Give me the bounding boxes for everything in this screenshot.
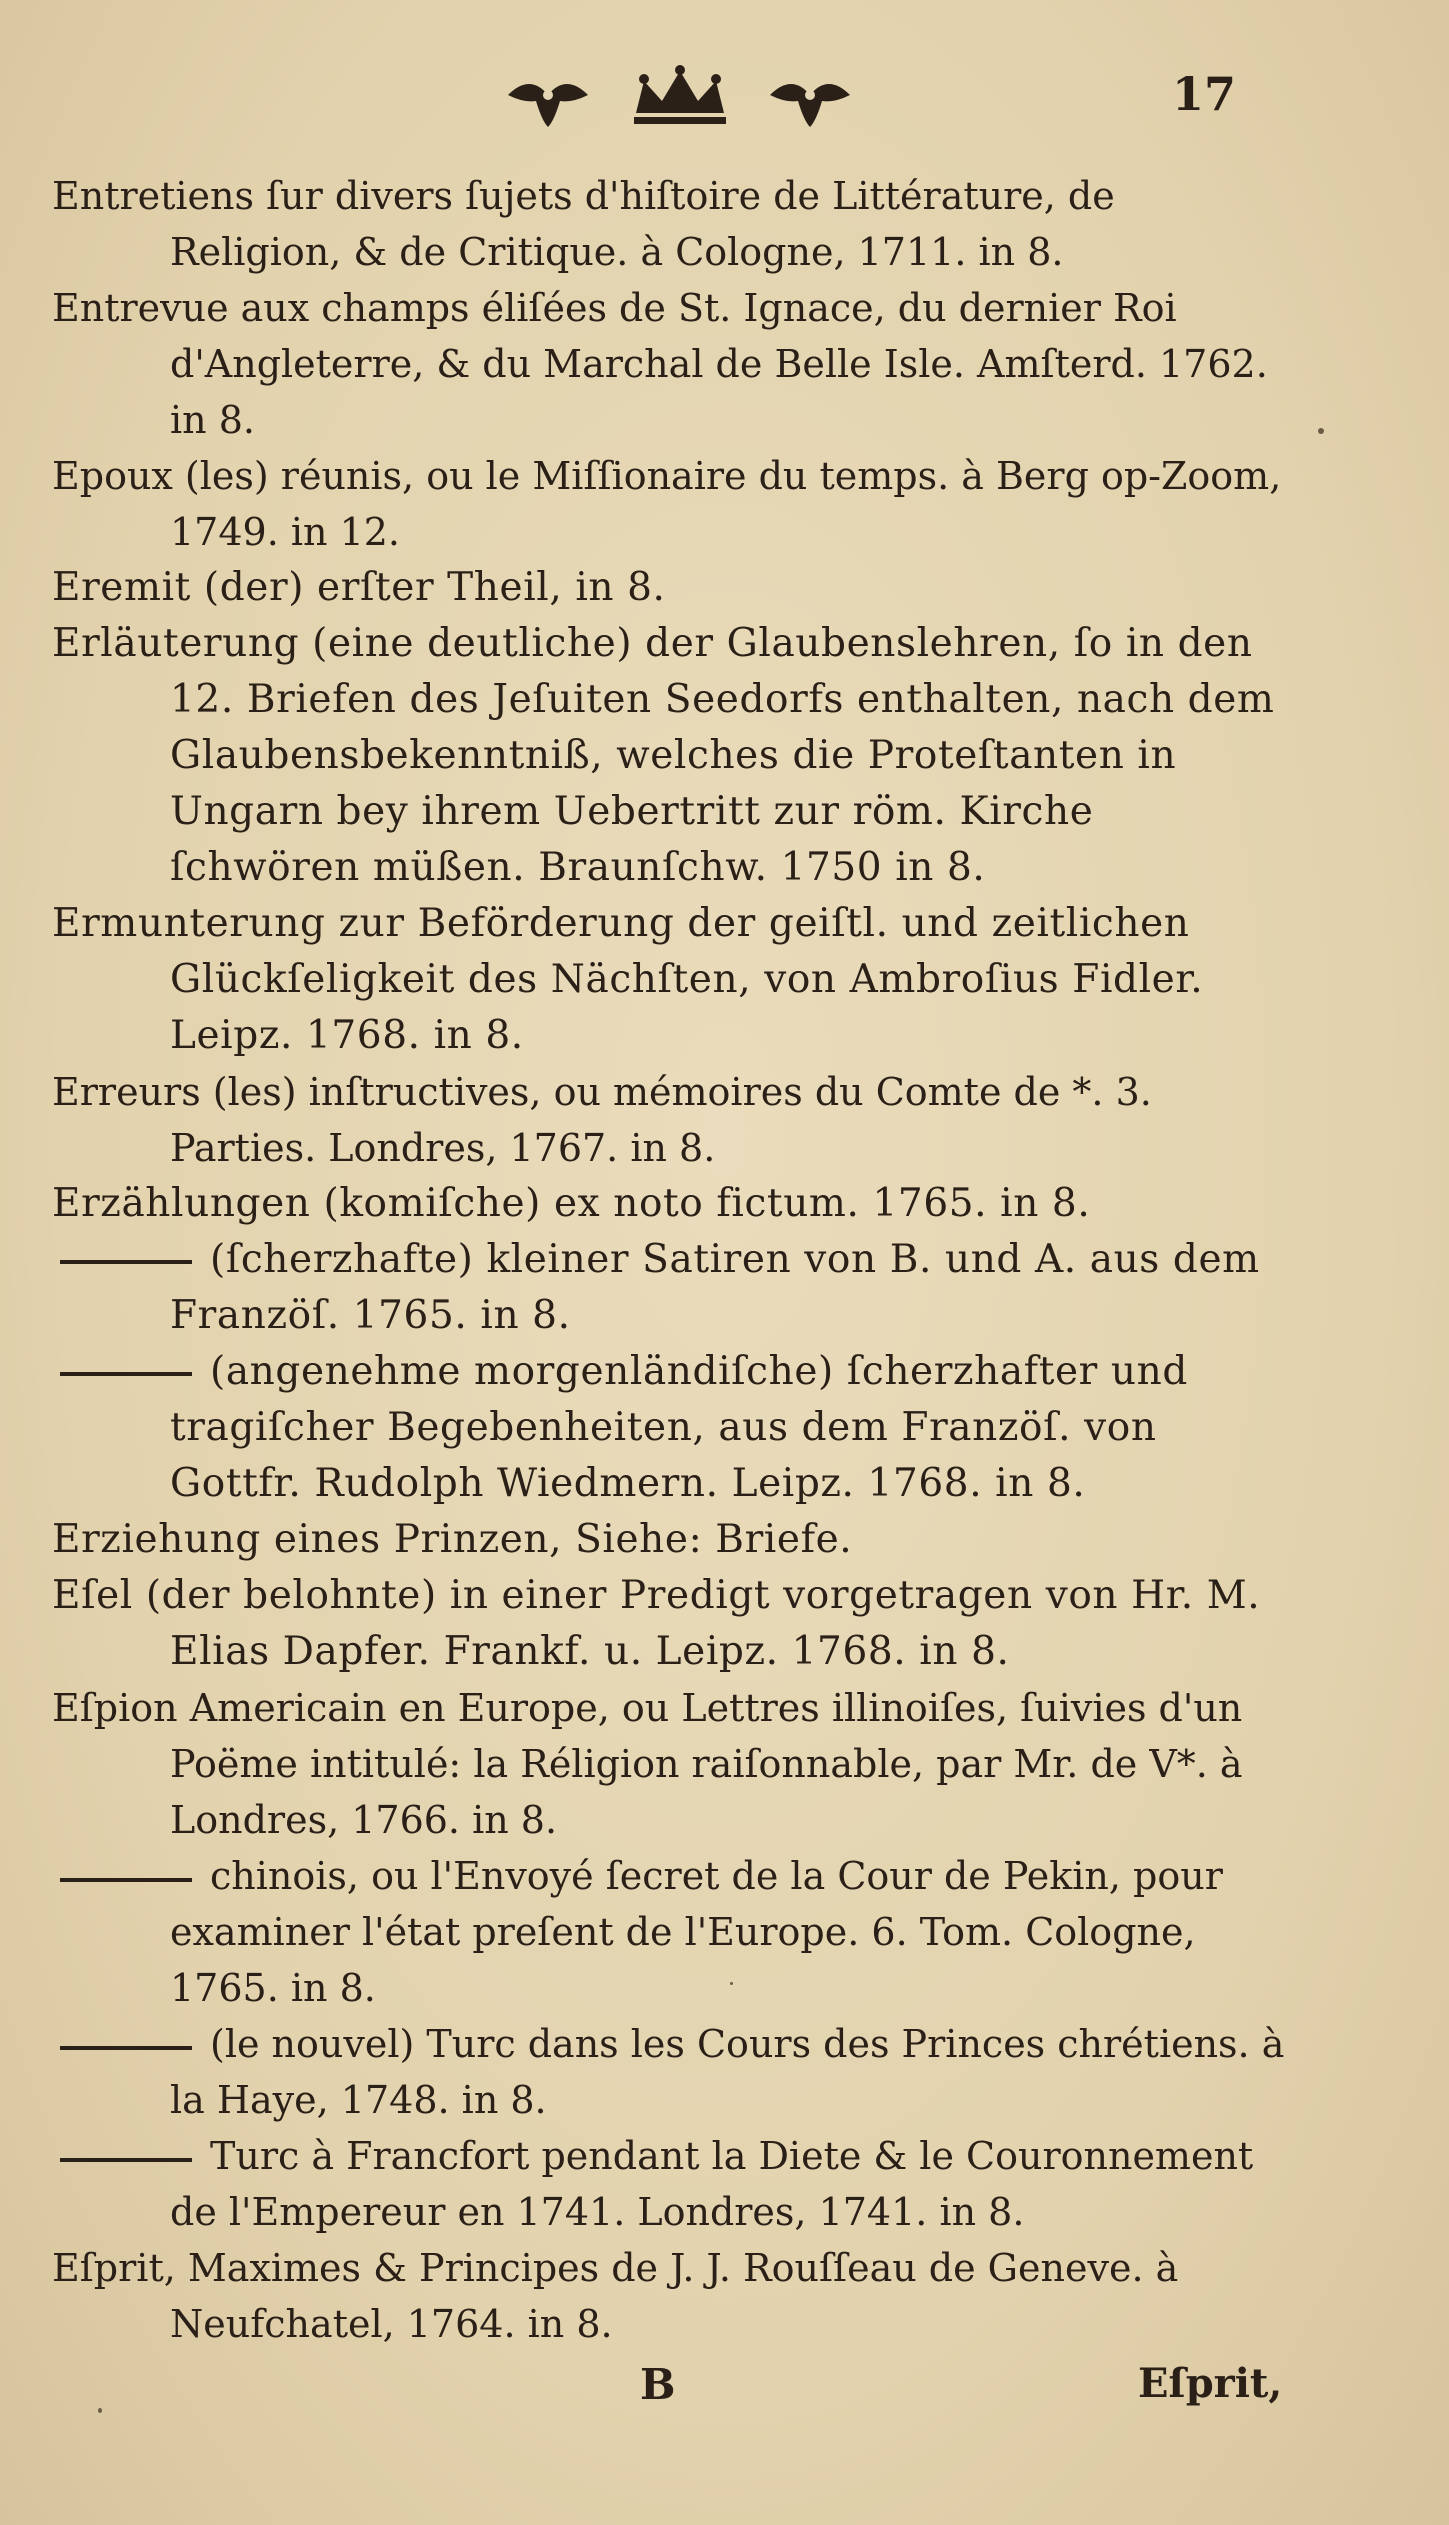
catalog-entry [52, 1512, 1292, 1568]
catalog-entry [52, 616, 1292, 896]
page-header [0, 45, 1449, 135]
entry-text: Epoux (les) réunis, ou le Miſſionaire du temps. à Berg op-Zoom, 1749. in 12. [52, 454, 1282, 554]
catalog-entry [52, 1568, 1292, 1680]
entry-text: Eremit (der) erſter Theil, in 8. [52, 565, 666, 610]
ornament-row [500, 65, 860, 135]
catalog-entry [52, 280, 1292, 448]
entry-text: (angenehme morgenländiſche) ſcherzhafter und tragiſcher Begebenheiten, aus dem Franzöſ. von Gottfr. Rudolph Wiedmern. Leipz. 1768. in 8. [170, 1349, 1188, 1506]
paper-speck [98, 2408, 102, 2413]
paper-speck [730, 1982, 733, 1985]
entry-text: Eſpion Americain en Europe, ou Lettres illinoiſes, ſuivies d'un Poëme intitulé: la Réligion raiſonnable, par Mr. de V*. à Londres, 1766. in 8. [52, 1686, 1243, 1842]
ditto-dash [60, 2158, 192, 2162]
entry-text: Entretiens ſur divers ſujets d'hiſtoire de Littérature, de Religion, & de Critique. à Cologne, 1711. in 8. [52, 174, 1115, 274]
entry-text: Eſel (der belohnte) in einer Predigt vorgetragen von Hr. M. Elias Dapfer. Frankf. u. Leipz. 1768. in 8. [52, 1573, 1261, 1674]
catalog-entry [52, 168, 1292, 280]
entry-text: Entrevue aux champs éliſées de St. Ignace, du dernier Roi d'Angleterre, & du Marchal de Belle Isle. Amſterd. 1762. in 8. [52, 286, 1268, 442]
signature-mark: B [640, 2360, 676, 2409]
entry-text: (le nouvel) Turc dans les Cours des Princes chrétiens. à la Haye, 1748. in 8. [170, 2022, 1285, 2122]
page-number: 17 [1171, 67, 1236, 121]
entry-text: Erreurs (les) inſtructives, ou mémoires du Comte de *. 3. Parties. Londres, 1767. in 8. [52, 1070, 1152, 1170]
ditto-dash [60, 2046, 192, 2050]
ditto-dash [60, 1260, 192, 1264]
entry-text: Erziehung eines Prinzen, Siehe: Briefe. [52, 1517, 853, 1562]
ditto-dash [60, 1878, 192, 1882]
entry-text: (ſcherzhafte) kleiner Satiren von B. und A. aus dem Franzöſ. 1765. in 8. [170, 1237, 1260, 1338]
catalog-entry [52, 896, 1292, 1064]
fleuron-icon [508, 84, 588, 127]
paper-speck [1318, 428, 1324, 434]
catalog-entry [52, 560, 1292, 616]
ditto-dash [60, 1372, 192, 1376]
crown-icon [634, 65, 726, 124]
entry-text: chinois, ou l'Envoyé ſecret de la Cour de Pekin, pour examiner l'état preſent de l'Europe. 6. Tom. Cologne, 1765. in 8. [170, 1854, 1223, 2010]
page-footer [0, 2360, 1449, 2440]
catalog-entry [52, 1176, 1292, 1232]
catalog-entry [52, 2128, 1292, 2240]
entry-text: Erzählungen (komiſche) ex noto fictum. 1765. in 8. [52, 1181, 1091, 1226]
catalog-entry [52, 2240, 1292, 2352]
entry-text: Turc à Francfort pendant la Diete & le Couronnement de l'Empereur en 1741. Londres, 1741. in 8. [170, 2134, 1254, 2234]
catalog-entry [52, 448, 1292, 560]
fleuron-icon [770, 84, 850, 127]
catalog-entry [52, 1064, 1292, 1176]
catalog-entries [52, 168, 1292, 2352]
catalog-entry [52, 2016, 1292, 2128]
catalog-entry [52, 1344, 1292, 1512]
catalog-entry [52, 1232, 1292, 1344]
entry-text: Erläuterung (eine deutliche) der Glaubenslehren, ſo in den 12. Briefen des Jeſuiten Seedorfs enthalten, nach dem Glaubensbekenntniß, welches die Proteſtanten in Ungarn bey ihrem Uebertritt zur röm. Kirche ſchwören müßen. Braunſchw. 1750 in 8. [52, 621, 1275, 890]
entry-text: Ermunterung zur Beförderung der geiſtl. und zeitlichen Glückſeligkeit des Nächſten, von Ambroſius Fidler. Leipz. 1768. in 8. [52, 901, 1204, 1058]
entry-text: Eſprit, Maximes & Principes de J. J. Rouſſeau de Geneve. à Neufchatel, 1764. in 8. [52, 2246, 1179, 2346]
catalog-entry [52, 1848, 1292, 2016]
catchword: Eſprit, [1138, 2360, 1283, 2407]
catalog-entry [52, 1680, 1292, 1848]
